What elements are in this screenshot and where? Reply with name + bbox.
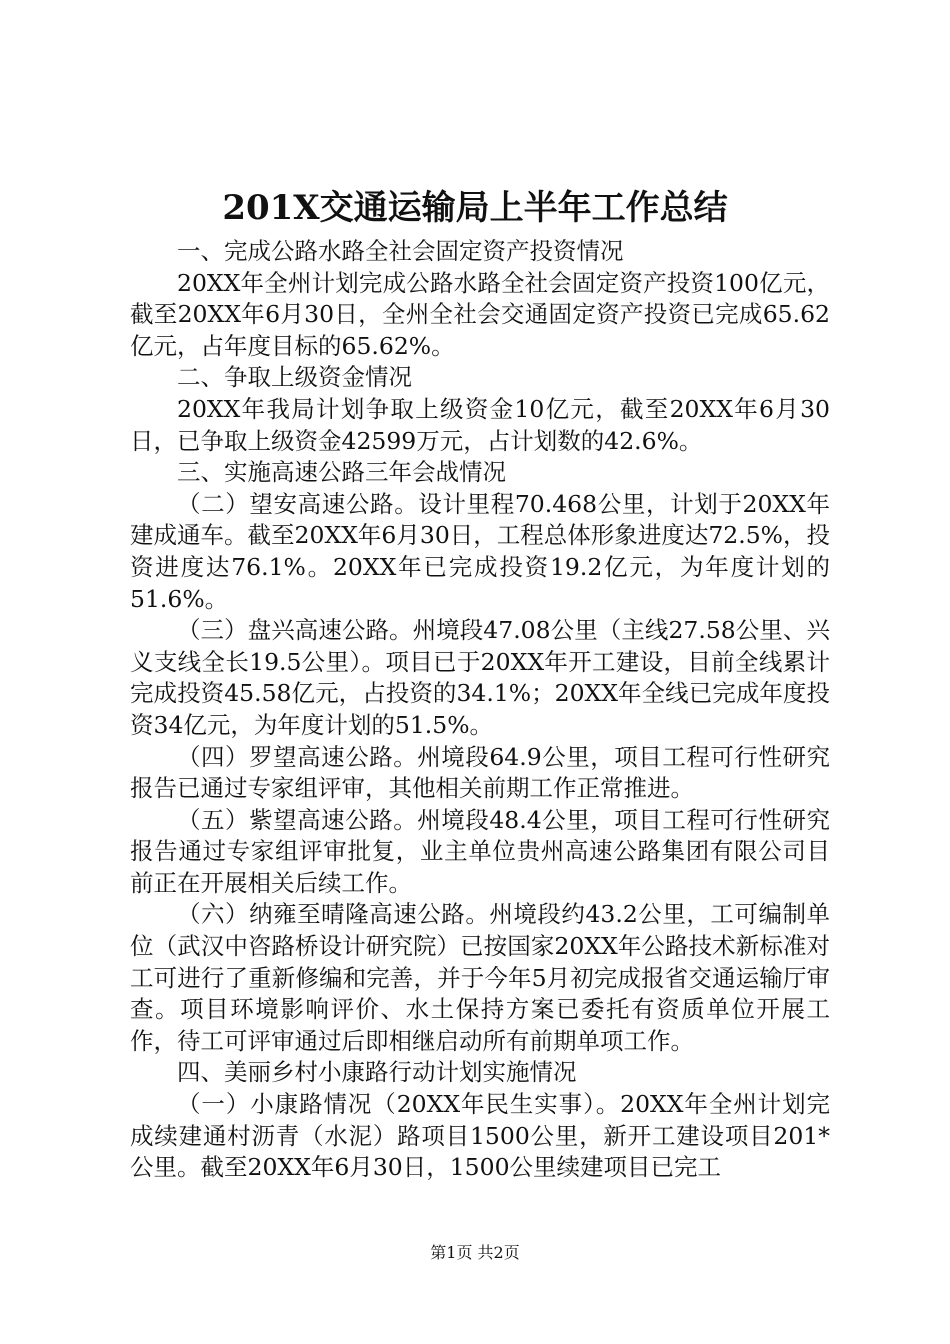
paragraph-nayong-qinglong-highway: （六）纳雍至晴隆高速公路。州境段约43.2公里，工可编制单位（武汉中咨路桥设计研究院）已按国家20XX年公路技术新标准对工可进行了重新修编和完善，并于今年5月初完成报省交通运输厅审查。项目环境影响评价、水土保持方案已委托有资质单位开展工作，待工可评审通过后即相继启动所有前期单项工作。	[130, 900, 830, 1055]
document-title: 201X交通运输局上半年工作总结	[222, 188, 728, 228]
paragraph-xiaokang-road: （一）小康路情况（20XX年民生实事）。20XX年全州计划完成续建通村沥青（水泥）路项目1500公里，新开工建设项目201*公里。截至20XX年6月30日，1500公里续建项目已完工	[130, 1090, 830, 1182]
section-heading-1: 一、完成公路水路全社会固定资产投资情况	[177, 237, 624, 265]
paragraph-investment: 20XX年全州计划完成公路水路全社会固定资产投资100亿元，截至20XX年6月30日，全州全社会交通固定资产投资已完成65.62亿元，占年度目标的65.62%。	[130, 268, 830, 360]
section-heading-3: 三、实施高速公路三年会战情况	[177, 458, 506, 487]
paragraph-ziwang-highway: （五）紫望高速公路。州境段48.4公里，项目工程可行性研究报告通过专家组评审批复，业主单位贵州高速公路集团有限公司目前正在开展相关后续工作。	[130, 805, 830, 897]
section-heading-2: 二、争取上级资金情况	[177, 363, 412, 392]
page-footer: 第1页 共2页	[430, 1243, 520, 1262]
paragraph-panxing-highway: （三）盘兴高速公路。州境段47.08公里（主线27.58公里、兴义支线全长19.5公里）。项目已于20XX年开工建设，目前全线累计完成投资45.58亿元，占投资的34.1%；20XX年全线已完成年度投资34亿元，为年度计划的51.5%。	[130, 616, 830, 739]
section-heading-4: 四、美丽乡村小康路行动计划实施情况	[177, 1058, 577, 1087]
document-body	[130, 236, 830, 1184]
paragraph-luowang-highway: （四）罗望高速公路。州境段64.9公里，项目工程可行性研究报告已通过专家组评审，其他相关前期工作正常推进。	[130, 742, 830, 803]
paragraph-wangan-highway: （二）望安高速公路。设计里程70.468公里，计划于20XX年建成通车。截至20XX年6月30日，工程总体形象进度达72.5%，投资进度达76.1%。20XX年已完成投资19.2亿元，为年度计划的51.6%。	[130, 489, 830, 613]
paragraph-funding: 20XX年我局计划争取上级资金10亿元，截至20XX年6月30日，已争取上级资金42599万元，占计划数的42.6%。	[130, 394, 830, 455]
